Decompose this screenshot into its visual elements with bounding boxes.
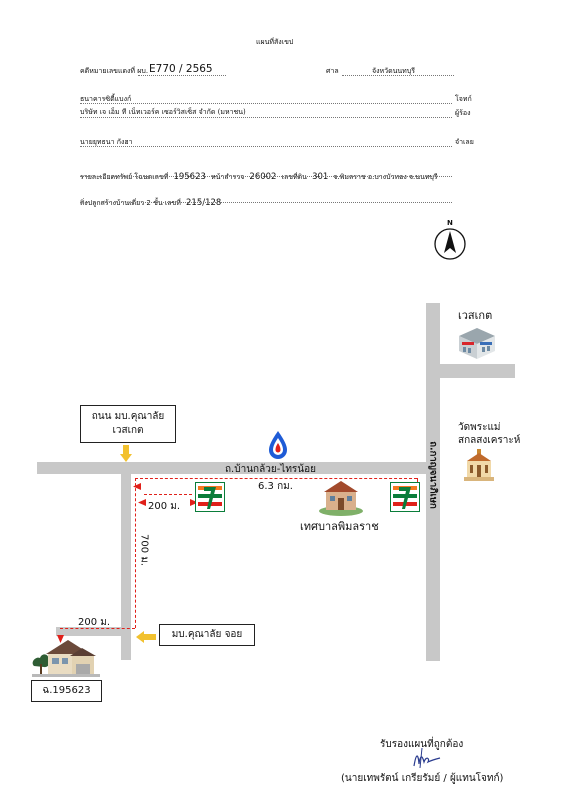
mall-icon: [455, 322, 497, 362]
case-label: คดีหมายเลขแดงที่ ผบ.: [80, 67, 149, 75]
arrow-left-icon: [136, 628, 156, 640]
temple-label: วัดพระแม่ สกลสงเคราะห์: [458, 422, 521, 446]
vertical-road-label: ถ.กาญจนาภิเษก: [427, 441, 439, 509]
buyer-dotline: [80, 117, 452, 118]
village-box: มบ.คุณาลัย จอย: [159, 624, 255, 646]
deed-number: 195623: [173, 172, 206, 182]
building-prefix: สิ่งปลูกสร้างบ้านเดี่ยว 2 ชั้น เลขที่: [80, 199, 181, 207]
temple-icon: [462, 447, 496, 483]
case-number: E770 / 2565: [149, 63, 213, 75]
signature-icon: [410, 746, 442, 770]
distance-200-bottom: 200 ม.: [78, 617, 111, 628]
signer-name: (นายเทพรัตน์ เกรียรัมย์ / ผู้แทนโจทก์): [341, 773, 504, 784]
municipality-icon: [318, 478, 364, 516]
defendant-dotline: [80, 146, 452, 147]
distance-main: 6.3 กม.: [258, 481, 293, 492]
asset-prefix: รายละเอียดทรัพย์ โฉนดเลขที่: [80, 173, 169, 181]
distance-700: 700 ม.: [138, 533, 150, 567]
route-200-top: [144, 494, 192, 495]
case-dotline: [138, 75, 226, 76]
building-dotline: [80, 202, 452, 203]
page-prefix: หน้าสำรวจ: [210, 173, 245, 181]
westgate-road: [440, 364, 515, 378]
plaintiff-label: โจทก์: [455, 95, 472, 103]
westgate-label: เวสเกต: [458, 309, 493, 322]
bank-dotline: [80, 103, 452, 104]
house-icon: [30, 636, 102, 678]
seven-eleven-icon: [195, 482, 225, 512]
route-200-left-icon: [138, 491, 146, 498]
defendant-label: จำเลย: [455, 138, 474, 146]
buyer-name: บริษัท เจ เอ็ม ที เน็ทเวอร์ค เซอร์วิสเซ็ส จำกัด (มหาชน): [80, 108, 246, 116]
land-prefix: เลขที่ดิน: [281, 173, 307, 181]
vertical-road-label-box: [425, 440, 441, 510]
asset-dotline: [80, 176, 452, 177]
court-dotline: [342, 75, 454, 76]
buyer-label: ผู้ร้อง: [455, 109, 471, 117]
municipality-label: เทศบาลพิมลราช: [300, 520, 379, 533]
certify-text: รับรองแผนที่ถูกต้อง: [380, 739, 464, 750]
asset-line: [80, 164, 438, 183]
land-number: 301: [312, 172, 329, 182]
distance-200-top: 200 ม.: [148, 501, 181, 512]
compass-icon: [430, 222, 470, 262]
route-arrow-down-icon: [57, 628, 64, 636]
court-name: จังหวัดนนทบุรี: [372, 67, 415, 75]
arrow-down-icon: [120, 445, 132, 463]
building-line: [80, 190, 221, 209]
side-road: [121, 474, 131, 660]
house-number: 215/128: [186, 198, 222, 208]
route-main: [135, 478, 417, 479]
ptt-icon: [267, 430, 289, 460]
defendant-name: นายยุทธนา กังฮา: [80, 138, 133, 146]
bank-label: ธนาคารซิตี้แบงก์: [80, 95, 132, 103]
main-road-label: ถ.บ้านกล้วย-ไทรน้อย: [225, 464, 316, 475]
distance-700-box: [134, 528, 154, 572]
side-road-box: ถนน มบ.คุณาลัย เวสเกต: [80, 405, 176, 443]
survey-number: 26002: [249, 172, 277, 182]
map-title: แผนที่สังเขป: [256, 38, 294, 46]
court-label: ศาล: [326, 67, 339, 75]
compass-letter: N: [447, 219, 453, 227]
deed-box: ฉ.195623: [31, 680, 102, 702]
location-text: จ.พิมลราช อ.บางบัวทอง จ.นนทบุรี: [333, 173, 438, 181]
seven-eleven-icon: [390, 482, 420, 512]
